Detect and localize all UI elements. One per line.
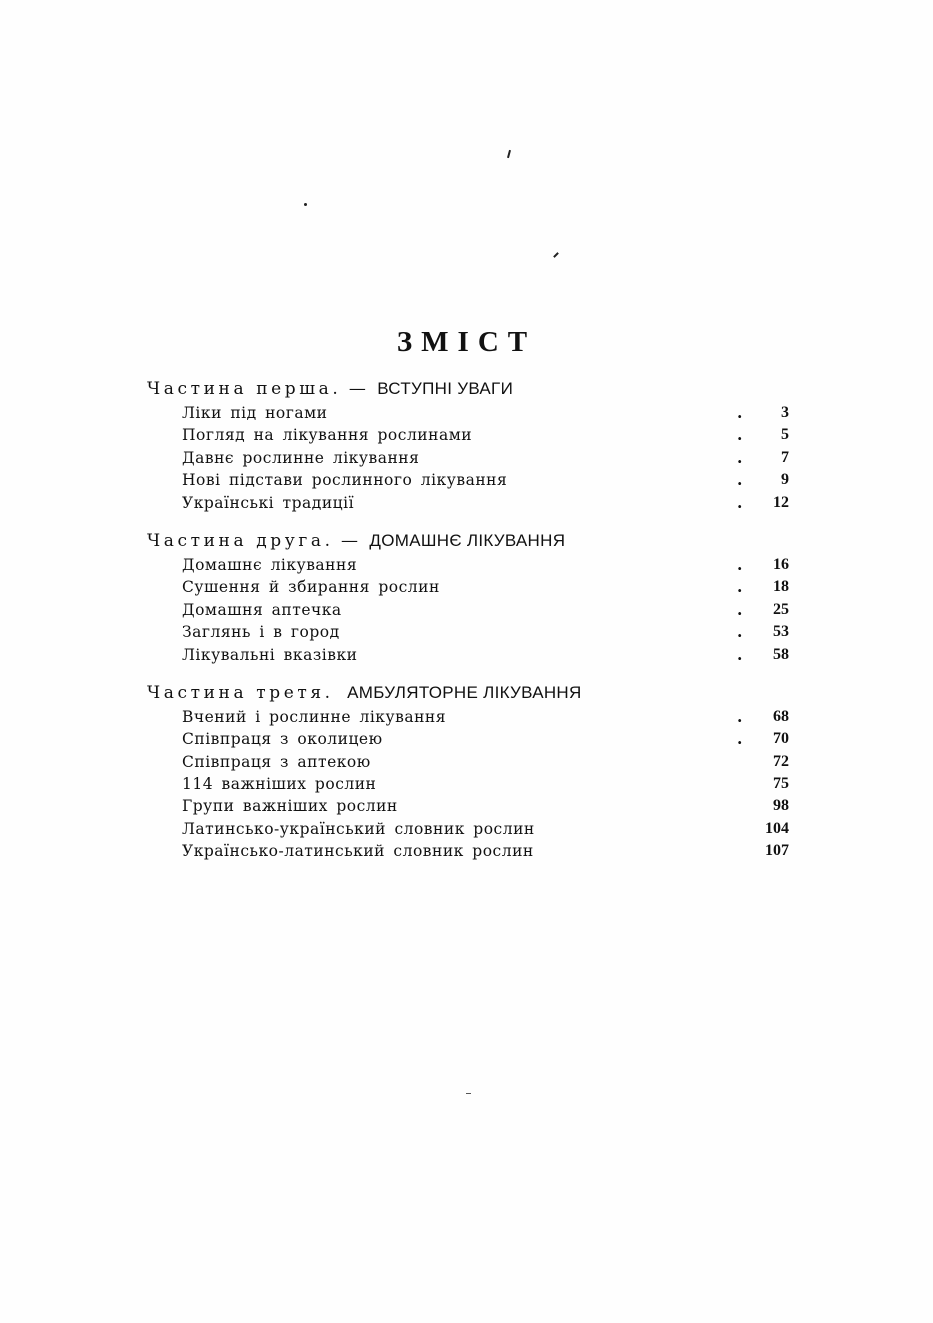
leader-dot: . — [737, 492, 743, 512]
entry-title: Українські традиції — [182, 493, 355, 512]
entry-page-number: 7 — [781, 448, 789, 466]
entry-title: Ліки під ногами — [182, 404, 328, 422]
toc-part — [147, 528, 797, 666]
leader-dot: . — [737, 403, 743, 422]
part-label: Частина третя. — [147, 682, 334, 703]
part-heading — [147, 376, 797, 402]
part-separator: — — [341, 530, 359, 551]
toc-entry[interactable] — [147, 751, 797, 773]
entry-title: Давнє рослинне лікування — [182, 448, 420, 467]
entry-page-number: 5 — [781, 426, 789, 444]
toc-entry[interactable] — [147, 644, 797, 666]
leader-dot: . — [737, 622, 743, 642]
entry-page-number: 70 — [773, 730, 789, 748]
entry-page-number: 98 — [773, 797, 789, 815]
part-title: ВСТУПНІ УВАГИ — [377, 379, 514, 398]
leader-dot: . — [737, 706, 743, 726]
entry-page-number: 3 — [781, 404, 789, 421]
scan-speck — [507, 150, 511, 158]
entry-title: Сушення й збирання рослин — [182, 578, 440, 597]
leader-dot: . — [737, 644, 743, 664]
toc-entry[interactable] — [147, 447, 797, 469]
leader-dot: . — [737, 599, 743, 619]
toc-part — [147, 376, 797, 514]
entry-page-number: 107 — [765, 842, 789, 860]
entry-page-number: 18 — [773, 578, 789, 596]
entry-title: 114 важніших рослин — [182, 775, 377, 794]
toc-entry[interactable] — [147, 773, 797, 795]
toc-entry[interactable] — [147, 840, 797, 862]
toc-entry[interactable] — [147, 818, 797, 840]
entry-page-number: 104 — [765, 819, 789, 837]
part-heading — [147, 680, 797, 706]
entry-title: Нові підстави рослинного лікування — [182, 471, 508, 490]
entry-page-number: 25 — [773, 600, 789, 618]
part-title: АМБУЛЯТОРНЕ ЛІКУВАННЯ — [347, 682, 582, 702]
part-label: Частина перша. — [147, 379, 342, 399]
entry-title: Українсько-латинський словник рослин — [182, 842, 534, 861]
entry-page-number: 16 — [773, 555, 789, 573]
entry-page-number: 72 — [773, 752, 789, 770]
entry-page-number: 53 — [773, 623, 789, 641]
entry-title: Заглянь і в город — [182, 623, 340, 642]
leader-dot: . — [737, 447, 743, 467]
leader-dot: . — [737, 554, 743, 574]
entry-title: Групи важніших рослин — [182, 797, 398, 816]
leader-dot: . — [737, 577, 743, 597]
scan-speck — [553, 252, 559, 258]
leader-dot: . — [737, 425, 743, 445]
toc-entry[interactable] — [147, 728, 797, 750]
toc-entry[interactable] — [147, 424, 797, 446]
entry-title: Домашнє лікування — [182, 555, 358, 574]
entry-title: Лікувальні вказівки — [182, 645, 358, 664]
entry-page-number: 75 — [773, 775, 789, 793]
page-title: ЗМІСТ — [396, 326, 537, 358]
table-of-contents — [147, 376, 797, 877]
part-heading — [147, 528, 797, 554]
toc-entry[interactable] — [147, 706, 797, 728]
toc-entry[interactable] — [147, 469, 797, 491]
entry-title: Вчений і рослинне лікування — [182, 707, 447, 726]
scan-speck — [466, 1093, 471, 1094]
toc-entry[interactable] — [147, 621, 797, 643]
entry-title: Погляд на лікування рослинами — [182, 426, 473, 445]
scan-speck — [304, 203, 307, 206]
leader-dot: . — [737, 729, 743, 749]
entry-page-number: 58 — [773, 645, 789, 663]
entry-page-number: 9 — [781, 471, 789, 489]
toc-entry[interactable] — [147, 554, 797, 576]
toc-entry[interactable] — [147, 402, 797, 424]
part-label: Частина друга. — [147, 530, 334, 551]
toc-entry[interactable] — [147, 795, 797, 817]
leader-dot: . — [737, 470, 743, 490]
entry-title: Домашня аптечка — [182, 600, 342, 619]
entry-title: Співпраця з аптекою — [182, 752, 371, 771]
entry-page-number: 12 — [773, 493, 789, 511]
toc-entry[interactable] — [147, 576, 797, 598]
entry-title: Латинсько-український словник рослин — [182, 819, 535, 838]
part-title: ДОМАШНЄ ЛІКУВАННЯ — [369, 530, 566, 550]
part-separator: — — [348, 379, 366, 399]
toc-entry[interactable] — [147, 599, 797, 621]
toc-part — [147, 680, 797, 863]
toc-entry[interactable] — [147, 492, 797, 514]
entry-page-number: 68 — [773, 707, 789, 725]
entry-title: Співпраця з околицею — [182, 730, 383, 749]
